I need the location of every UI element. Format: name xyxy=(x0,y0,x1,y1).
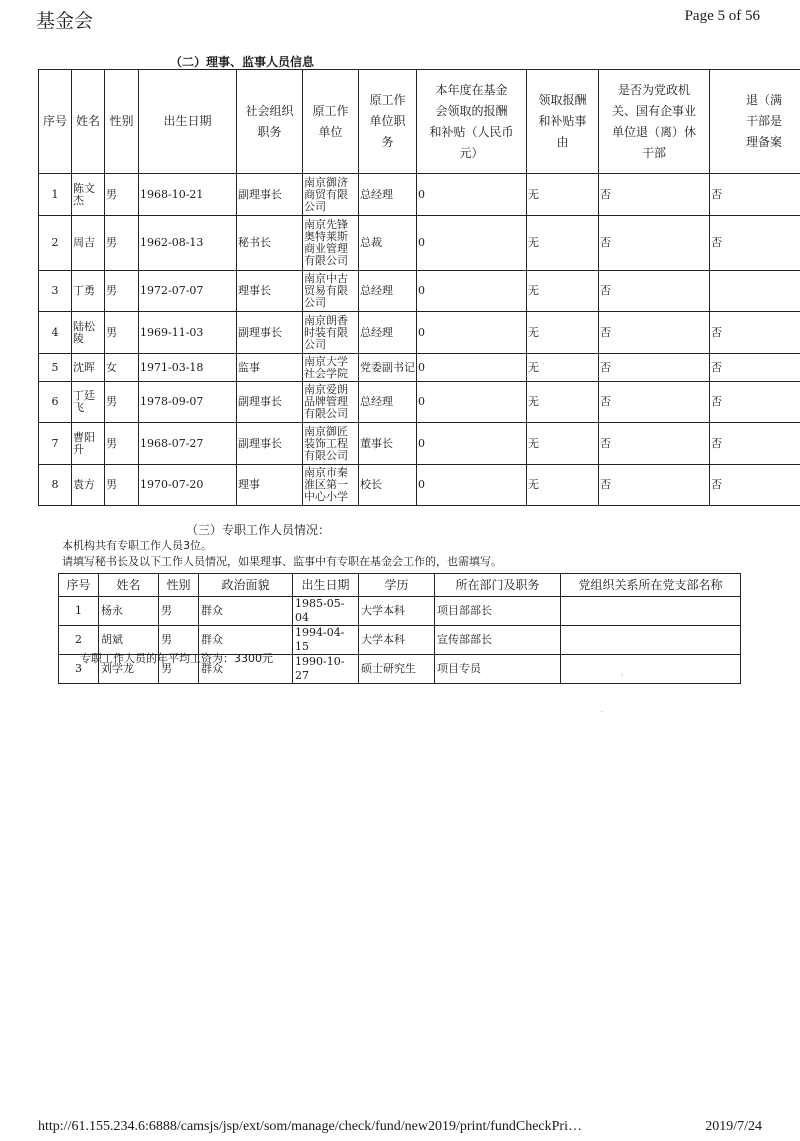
board-cell-reason: 无 xyxy=(527,382,599,423)
board-cell-pay: 0 xyxy=(417,216,527,271)
board-cell-unit: 南京中古贸易有限公司 xyxy=(303,271,359,312)
board-cell-birth: 1969-11-03 xyxy=(139,312,237,354)
board-cell-unit_role: 校长 xyxy=(359,465,417,506)
board-cell-name: 周吉 xyxy=(72,216,105,271)
board-cell-retired: 否 xyxy=(599,174,710,216)
board-cell-no: 1 xyxy=(39,174,72,216)
board-cell-pay: 0 xyxy=(417,382,527,423)
table-row xyxy=(59,597,741,626)
footer-date: 2019/7/24 xyxy=(705,1119,762,1134)
board-col-header: 本年度在基金 会领取的报酬 和补贴（人民币 元） xyxy=(417,70,527,174)
table-row xyxy=(39,216,800,271)
staff-cell-gender: 男 xyxy=(159,597,199,626)
board-cell-unit: 南京爱朗品牌管理有限公司 xyxy=(303,382,359,423)
board-cell-reason: 无 xyxy=(527,423,599,465)
board-cell-gender: 男 xyxy=(105,216,139,271)
board-cell-unit: 南京市秦淮区第一中心小学 xyxy=(303,465,359,506)
board-cell-reason: 无 xyxy=(527,216,599,271)
board-cell-pay: 0 xyxy=(417,174,527,216)
staff-cell-no: 2 xyxy=(59,626,99,655)
board-cell-no: 5 xyxy=(39,354,72,382)
board-cell-retired: 否 xyxy=(599,312,710,354)
staff-cell-name: 刘学龙 xyxy=(99,655,159,684)
board-cell-name: 沈晖 xyxy=(72,354,105,382)
staff-cell-birth: 1994-04-15 xyxy=(293,626,359,655)
board-cell-no: 7 xyxy=(39,423,72,465)
board-section-title: （二）理事、监事人员信息 xyxy=(170,55,315,69)
board-cell-filed: 否 xyxy=(710,312,800,354)
staff-cell-dept: 项目专员 xyxy=(435,655,561,684)
board-cell-role: 副理事长 xyxy=(237,312,303,354)
board-cell-retired: 否 xyxy=(599,465,710,506)
board-cell-birth: 1971-03-18 xyxy=(139,354,237,382)
board-cell-reason: 无 xyxy=(527,174,599,216)
staff-col-header: 序号 xyxy=(59,574,99,597)
board-cell-name: 丁廷飞 xyxy=(72,382,105,423)
board-cell-reason: 无 xyxy=(527,271,599,312)
board-cell-no: 3 xyxy=(39,271,72,312)
board-cell-unit_role: 总裁 xyxy=(359,216,417,271)
org-title: 基金会 xyxy=(36,10,94,32)
board-cell-role: 副理事长 xyxy=(237,382,303,423)
staff-cell-party: 群众 xyxy=(199,597,293,626)
board-cell-name: 陈文杰 xyxy=(72,174,105,216)
table-row xyxy=(39,271,800,312)
table-row xyxy=(39,423,800,465)
board-cell-role: 秘书长 xyxy=(237,216,303,271)
board-cell-reason: 无 xyxy=(527,465,599,506)
board-cell-unit: 南京大学社会学院 xyxy=(303,354,359,382)
board-cell-gender: 男 xyxy=(105,423,139,465)
board-cell-name: 曹阳升 xyxy=(72,423,105,465)
board-cell-birth: 1968-10-21 xyxy=(139,174,237,216)
board-cell-reason: 无 xyxy=(527,312,599,354)
staff-cell-name: 杨永 xyxy=(99,597,159,626)
table-row xyxy=(39,465,800,506)
staff-col-header: 性别 xyxy=(159,574,199,597)
board-cell-gender: 男 xyxy=(105,382,139,423)
avg-wage-note: 专职工作人员的年平均工资为：3300元 xyxy=(80,652,273,665)
board-cell-retired: 否 xyxy=(599,354,710,382)
board-cell-filed: 否 xyxy=(710,382,800,423)
board-cell-filed xyxy=(710,271,800,312)
board-cell-unit_role: 党委副书记 xyxy=(359,354,417,382)
board-cell-retired: 否 xyxy=(599,423,710,465)
board-col-header: 姓名 xyxy=(72,70,105,174)
board-cell-unit: 南京朗香时装有限公司 xyxy=(303,312,359,354)
board-cell-no: 2 xyxy=(39,216,72,271)
board-col-header: 出生日期 xyxy=(139,70,237,174)
board-cell-name: 陆松陵 xyxy=(72,312,105,354)
staff-cell-name: 胡斌 xyxy=(99,626,159,655)
staff-cell-dept: 宣传部部长 xyxy=(435,626,561,655)
board-cell-unit_role: 总经理 xyxy=(359,312,417,354)
staff-col-header: 学历 xyxy=(359,574,435,597)
board-cell-role: 理事长 xyxy=(237,271,303,312)
board-cell-unit: 南京先锋奥特莱斯商业管理有限公司 xyxy=(303,216,359,271)
board-cell-no: 6 xyxy=(39,382,72,423)
board-cell-role: 副理事长 xyxy=(237,174,303,216)
board-cell-pay: 0 xyxy=(417,423,527,465)
board-cell-unit_role: 总经理 xyxy=(359,174,417,216)
staff-cell-gender: 男 xyxy=(159,655,199,684)
staff-cell-branch xyxy=(561,626,741,655)
board-col-header: 领取报酬 和补贴事 由 xyxy=(527,70,599,174)
board-col-header: 序号 xyxy=(39,70,72,174)
staff-section-title: （三）专职工作人员情况： xyxy=(186,523,331,537)
staff-cell-gender: 男 xyxy=(159,626,199,655)
board-cell-name: 袁方 xyxy=(72,465,105,506)
board-cell-reason: 无 xyxy=(527,354,599,382)
board-cell-gender: 男 xyxy=(105,174,139,216)
board-col-header: 退（满 干部是 理备案 xyxy=(710,70,800,174)
board-cell-role: 副理事长 xyxy=(237,423,303,465)
staff-cell-no: 1 xyxy=(59,597,99,626)
staff-col-header: 党组织关系所在党支部名称 xyxy=(561,574,741,597)
board-col-header: 原工作 单位职 务 xyxy=(359,70,417,174)
board-cell-pay: 0 xyxy=(417,312,527,354)
staff-cell-party: 群众 xyxy=(199,655,293,684)
board-cell-gender: 男 xyxy=(105,312,139,354)
scan-smudge: · xyxy=(600,705,604,719)
board-cell-no: 4 xyxy=(39,312,72,354)
staff-table xyxy=(58,573,741,684)
board-cell-pay: 0 xyxy=(417,271,527,312)
board-cell-no: 8 xyxy=(39,465,72,506)
board-cell-filed: 否 xyxy=(710,174,800,216)
staff-cell-dept: 项目部部长 xyxy=(435,597,561,626)
board-cell-unit_role: 总经理 xyxy=(359,271,417,312)
board-cell-filed: 否 xyxy=(710,423,800,465)
staff-cell-no: 3 xyxy=(59,655,99,684)
board-cell-filed: 否 xyxy=(710,465,800,506)
board-cell-birth: 1978-09-07 xyxy=(139,382,237,423)
board-col-header: 原工作 单位 xyxy=(303,70,359,174)
board-cell-unit_role: 总经理 xyxy=(359,382,417,423)
table-row xyxy=(39,174,800,216)
staff-cell-party: 群众 xyxy=(199,626,293,655)
table-row xyxy=(39,354,800,382)
staff-fill-note: 请填写秘书长及以下工作人员情况，如果理事、监事中有专职在基金会工作的，也需填写。 xyxy=(62,555,502,568)
board-cell-retired: 否 xyxy=(599,271,710,312)
staff-cell-branch xyxy=(561,655,741,684)
staff-count-note: 本机构共有专职工作人员3位。 xyxy=(62,539,212,552)
staff-col-header: 姓名 xyxy=(99,574,159,597)
board-cell-unit: 南京御匠装饰工程有限公司 xyxy=(303,423,359,465)
table-row xyxy=(39,382,800,423)
scan-smudge: · xyxy=(620,668,624,682)
staff-col-header: 所在部门及职务 xyxy=(435,574,561,597)
board-members-table xyxy=(38,69,800,506)
board-cell-unit: 南京御济商贸有限公司 xyxy=(303,174,359,216)
board-col-header: 是否为党政机 关、国有企事业 单位退（离）休 干部 xyxy=(599,70,710,174)
board-cell-gender: 女 xyxy=(105,354,139,382)
page-number: Page 5 of 56 xyxy=(684,8,760,24)
board-col-header: 性别 xyxy=(105,70,139,174)
board-cell-role: 理事 xyxy=(237,465,303,506)
board-cell-birth: 1962-08-13 xyxy=(139,216,237,271)
board-cell-retired: 否 xyxy=(599,382,710,423)
board-cell-pay: 0 xyxy=(417,354,527,382)
board-cell-unit_role: 董事长 xyxy=(359,423,417,465)
board-cell-filed: 否 xyxy=(710,216,800,271)
board-col-header: 社会组织 职务 xyxy=(237,70,303,174)
table-row xyxy=(39,312,800,354)
board-cell-gender: 男 xyxy=(105,465,139,506)
board-cell-role: 监事 xyxy=(237,354,303,382)
board-cell-birth: 1970-07-20 xyxy=(139,465,237,506)
footer-url: http://61.155.234.6:6888/camsjs/jsp/ext/som/manage/check/fund/new2019/print/fundCheckPri… xyxy=(38,1119,582,1134)
board-cell-birth: 1972-07-07 xyxy=(139,271,237,312)
board-cell-gender: 男 xyxy=(105,271,139,312)
board-cell-filed: 否 xyxy=(710,354,800,382)
staff-cell-branch xyxy=(561,597,741,626)
board-cell-pay: 0 xyxy=(417,465,527,506)
staff-col-header: 出生日期 xyxy=(293,574,359,597)
staff-cell-birth: 1990-10-27 xyxy=(293,655,359,684)
board-cell-birth: 1968-07-27 xyxy=(139,423,237,465)
staff-cell-edu: 大学本科 xyxy=(359,626,435,655)
staff-cell-edu: 硕士研究生 xyxy=(359,655,435,684)
staff-cell-birth: 1985-05-04 xyxy=(293,597,359,626)
board-cell-name: 丁勇 xyxy=(72,271,105,312)
staff-col-header: 政治面貌 xyxy=(199,574,293,597)
board-cell-retired: 否 xyxy=(599,216,710,271)
staff-cell-edu: 大学本科 xyxy=(359,597,435,626)
